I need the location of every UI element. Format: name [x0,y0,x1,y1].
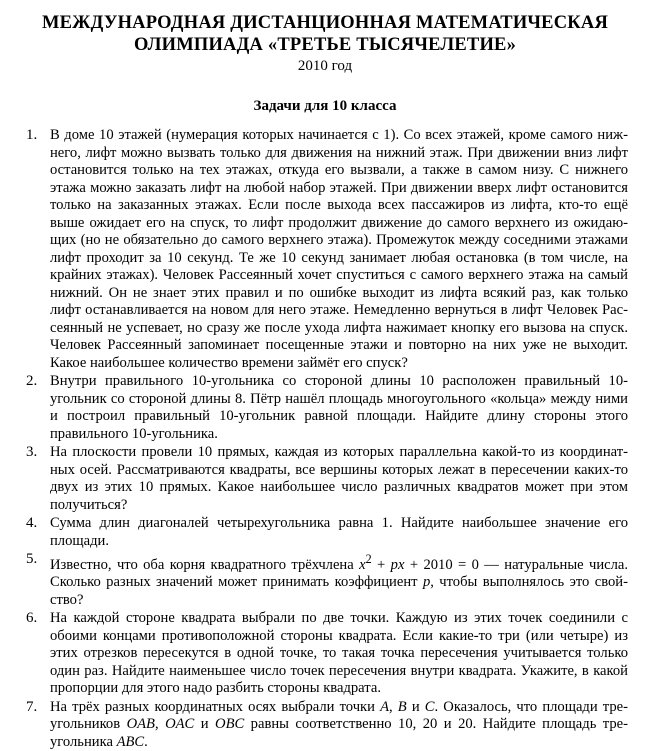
problem-1 [22,127,628,372]
formula-x: x [359,556,366,573]
problem-number: 2. [26,373,38,389]
formula-plus: + [371,556,391,573]
text-part: — натуральные числа. Сколько разных значений может принимать коэффициент [50,556,629,591]
problem-text: Сумма длин диагоналей четырехугольника равна 1. Найдите наибольшее значение его площади. [50,515,628,549]
problem-4 [22,515,628,550]
point-b: B [397,698,407,715]
problem-text: На каждой стороне квадрата выбрали по две точки. Каждую из этих точек соединили с обоими концами противоположной стороны квадрата. Если какие-то три (или четыре) из этих отрезков пересекутся в одной точке, то такая точка пересечения учитывается только один раз. Найдите наименьшее число точек пересечения внутри квадрата. Укажите, в какой пропорции для этого надо разбить стороны квадрата. [50,610,628,697]
problem-3 [22,444,628,514]
problem-number: 3. [26,444,38,460]
problem-number: 4. [26,515,38,531]
problem-number: 5. [26,551,38,567]
problem-number: 6. [26,610,38,627]
problem-text [50,699,628,751]
text-part: , [154,716,166,733]
problem-text: На плоскости провели 10 прямых, каждая из которых параллельна какой-то из координатных осей. Рассматриваются квадраты, все вершины которых лежат в пересечении каких-то двух из этих 10 прямых. Какое наибольшее число различных квадратов может при этом получиться? [50,444,628,513]
title-line-1: МЕЖДУНАРОДНАЯ ДИСТАНЦИОННАЯ МАТЕМАТИЧЕСКАЯ [41,13,609,33]
text-part: Известно, что оба корня квадратного трёхчлена [50,556,360,573]
text-part: . Оказалось, что площади треугольников [50,698,628,733]
text-part: На трёх разных координатных осях выбрали точки [50,698,381,715]
point-c: C [424,698,435,715]
problem-text [50,551,628,609]
olympiad-title [22,12,628,56]
year-label: 2010 год [297,58,353,74]
problem-5 [22,551,628,609]
text-part: , чтобы выполнялось это свойство? [50,574,628,608]
text-part: , [389,698,398,715]
title-line-2: ОЛИМПИАДА «ТРЕТЬЕ ТЫСЯЧЕЛЕТИЕ» [133,35,517,55]
triangle-oab: OAB [126,716,155,733]
triangle-obc: OBC [215,716,245,733]
problem-2 [22,373,628,443]
problem-number: 7. [26,698,38,715]
triangle-abc: ABC [116,733,145,750]
text-part: равны соответственно 10, 20 и 20. Найдите площадь треугольника [50,716,629,750]
problem-text: Внутри правильного 10-угольника со стороной длины 10 расположен правильный 10-угольник со стороной длины 8. Пётр нашёл площадь многоугольного «кольца» между ними и построил правильный 10-угольник равной площади. Найдите длину стороны этого правильного 10-угольника. [50,373,628,442]
coefficient-p: p [422,574,431,591]
grade-subtitle: Задачи для 10 класса [253,98,397,114]
text-part: . [144,733,148,750]
problem-number: 1. [26,127,38,143]
text-part: и [406,698,425,715]
point-a: A [380,698,389,715]
problem-text: В доме 10 этажей (нумерация которых начинается с 1). Со всех этажей, кроме самого нижнего, лифт можно вызвать только для движения на нижний этаж. При движении вниз лифт остановится только на тех этажах, откуда его вызвали, а также в самом низу. С нижнего этажа можно заказать лифт на любой набор этажей. При движении вверх лифт остановится только на заказанных этажах. Если после выхода всех пассажиров из лифта, кто-то ещё выше ожидает его на спуск, то лифт продолжит движение до самого верхнего из ожидающих (но не обязательно до самого верхнего этажа). Промежуток между соседними этажами лифт проходит за 10 секунд. Те же 10 секунд занимает любая остановка (в том числе, на крайних этажах). Человек Рассеянный хочет спуститься с самого верхнего этажа на самый нижний. Он не знает этих правил и по ошибке выходит из лифта всякий раз, как только лифт останавливается на новом для него этаже. Немедленно вернуться в лифт Человек Рассеянный не успевает, но сразу же после ухода лифта нажимает кнопку его вызова на спуск. Человек Рассеянный запоминает посещенные этажи и повторно на них уже не выходит. Какое наибольшее количество времени займёт его спуск? [50,127,628,371]
problem-6 [22,610,628,698]
problem-7 [22,699,628,751]
text-part: и [194,716,216,733]
triangle-oac: OAC [165,716,195,733]
formula-exponent: 2 [365,552,372,566]
formula-end: + 2010 = 0 [404,556,479,573]
problem-list [22,127,628,751]
formula-px: px [390,556,405,573]
